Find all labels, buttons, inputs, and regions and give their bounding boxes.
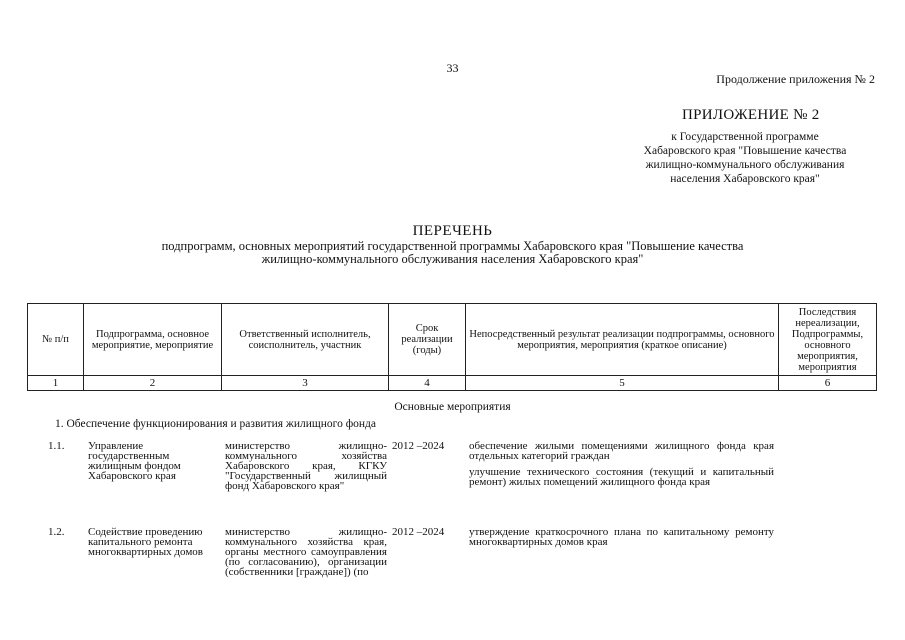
appendix-subtitle-line: населения Хабаровского края" (670, 173, 820, 185)
list-subtitle-line: жилищно-коммунального обслуживания населения Хабаровского края" (261, 252, 644, 266)
row-name: Управление государственным жилищным фондом Хабаровского края (88, 440, 181, 482)
row-name: Содействие проведению капитального ремонта многоквартирных домов (88, 526, 203, 558)
section-title: Основные мероприятия (394, 401, 511, 413)
subsection-title: 1. Обеспечение функционирования и развития жилищного фонда (55, 418, 377, 430)
appendix-subtitle (620, 130, 870, 186)
row-result: обеспечение жилыми помещениями жилищного фонда края отдельных категорий граждан (469, 440, 774, 462)
row-results (469, 527, 774, 553)
header-cell-consequences: Последствия нереализации, Подпрограммы, основного мероприятия, мероприятия (779, 304, 877, 376)
header-cell-result: Непосредственный результат реализации подпрограммы, основного мероприятия, мероприятия (краткое описание) (466, 304, 779, 376)
row-results (469, 441, 774, 493)
header-cell-executor: Ответственный исполнитель, соисполнитель, участник (222, 304, 389, 376)
column-number: 4 (389, 376, 466, 391)
header-cell-program: Подпрограмма, основное мероприятие, мероприятие (84, 304, 222, 376)
header-cell-period: Срок реализации (годы) (389, 304, 466, 376)
row-number: 1.2. (48, 526, 65, 538)
list-subtitle-line: подпрограмм, основных мероприятий государственной программы Хабаровского края "Повышение качества (161, 239, 744, 253)
appendix-subtitle-line: Хабаровского края "Повышение качества (643, 145, 847, 157)
row-result: улучшение технического состояния (текущий и капитальный ремонт) жилых помещений жилищного фонда края (469, 466, 774, 488)
row-number: 1.1. (48, 440, 65, 452)
list-subtitle (80, 240, 825, 266)
appendix-subtitle-line: к Государственной программе (671, 131, 819, 143)
column-number: 6 (779, 376, 877, 391)
page-number: 33 (446, 61, 459, 75)
appendix-subtitle-line: жилищно-коммунального обслуживания (645, 159, 845, 171)
table-header (27, 303, 877, 391)
column-number-row (28, 376, 877, 391)
row-executor: министерство жилищно-коммунального хозяйства края, органы местного самоуправления (по согласованию), организации (собственники [граждане]) (по (225, 526, 387, 578)
row-result: утверждение краткосрочного плана по капитальному ремонту многоквартирных домов края (469, 526, 774, 548)
header-row (28, 304, 877, 376)
column-number: 2 (84, 376, 222, 391)
row-period: 2012 –2024 (392, 526, 445, 538)
list-title: ПЕРЕЧЕНЬ (412, 223, 493, 239)
header-cell-number: № п/п (28, 304, 84, 376)
row-executor: министерство жилищно-коммунального хозяйства Хабаровского края, КГКУ "Государственный жилищный фонд Хабаровского края" (225, 440, 387, 492)
continuation-note: Продолжение приложения № 2 (716, 72, 875, 86)
row-period: 2012 –2024 (392, 440, 445, 452)
appendix-title: ПРИЛОЖЕНИЕ № 2 (682, 107, 820, 123)
column-number: 1 (28, 376, 84, 391)
column-number: 5 (466, 376, 779, 391)
column-number: 3 (222, 376, 389, 391)
